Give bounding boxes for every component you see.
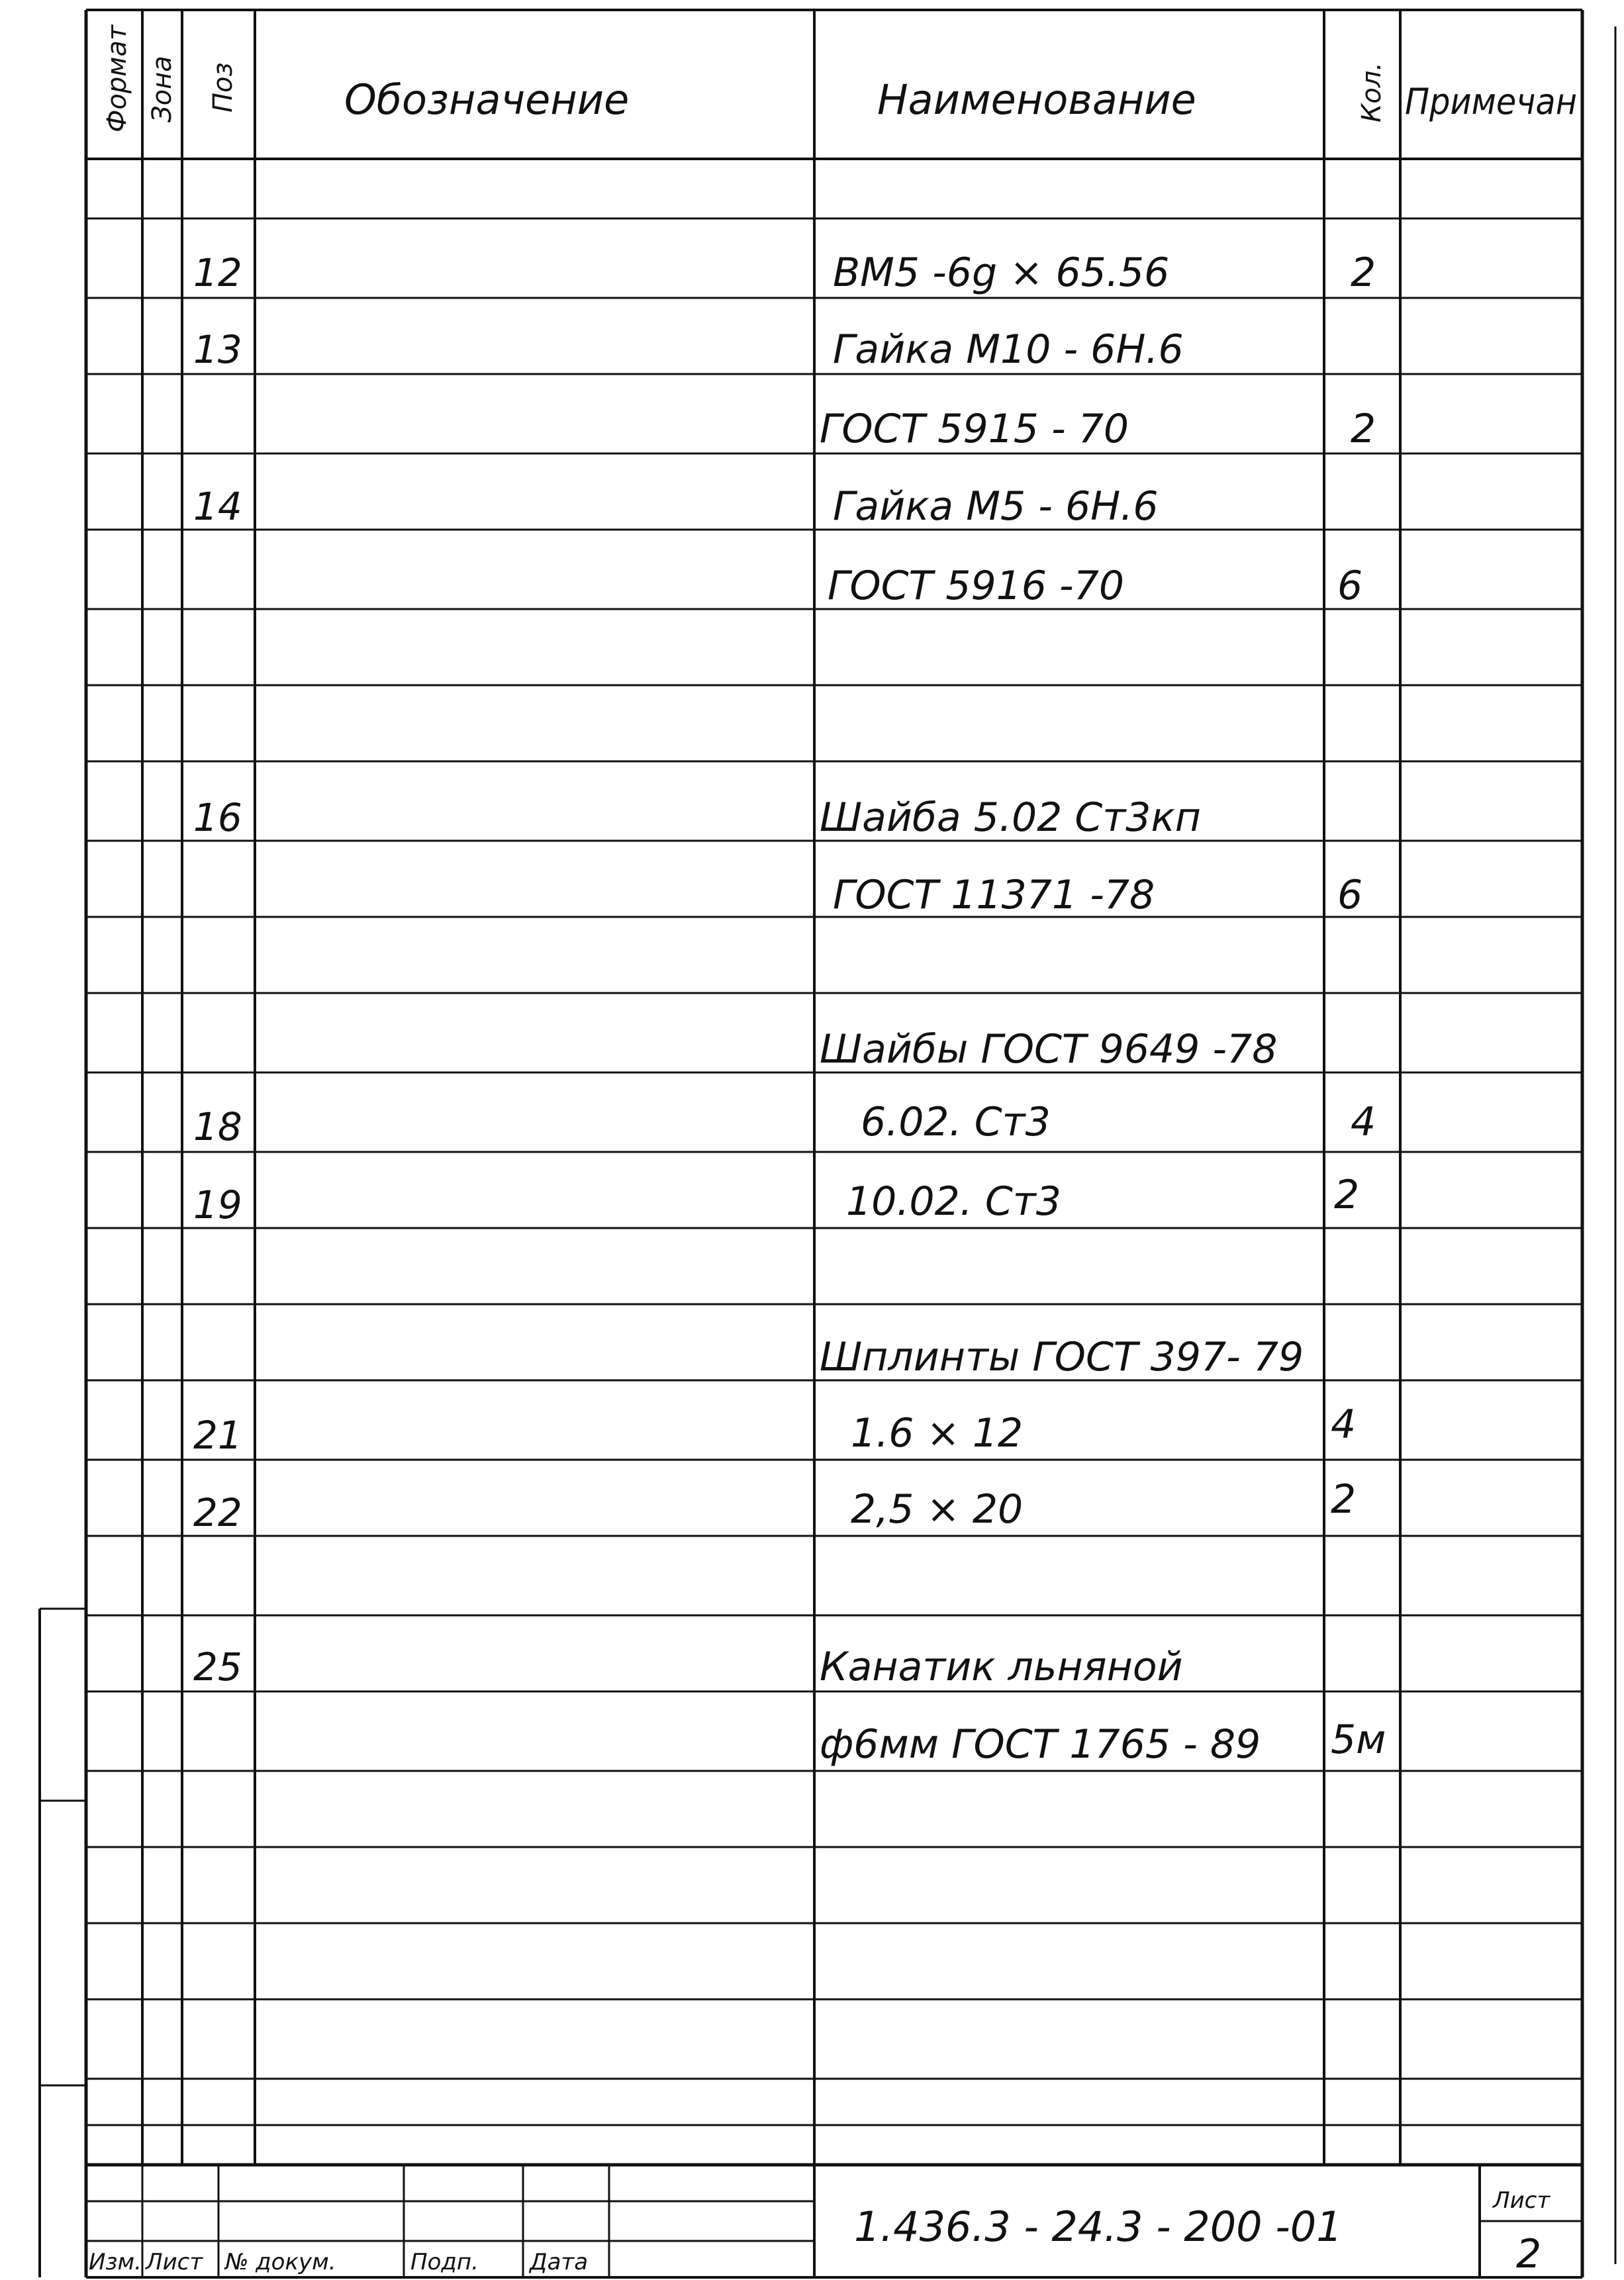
row-qty: 2 xyxy=(1334,1172,1360,1218)
tb-date-label: Дата xyxy=(530,2249,589,2275)
table-row xyxy=(193,1099,1376,1149)
row-qty: 5м xyxy=(1331,1717,1386,1763)
table-row xyxy=(820,1717,1386,1768)
row-name: Шайбы ГОСТ 9649 -78 xyxy=(820,1026,1278,1072)
row-name: ГОСТ 11371 -78 xyxy=(833,872,1155,918)
table-row xyxy=(820,406,1376,452)
row-name: ГОСТ 5916 -70 xyxy=(828,563,1125,609)
row-pos: 25 xyxy=(193,1644,242,1689)
row-name: 1.6 × 12 xyxy=(851,1410,1024,1456)
row-name: Шайба 5.02 Ст3кп xyxy=(820,794,1201,841)
header-note: Примечан xyxy=(1405,81,1577,122)
tb-doc-no-label: № докум. xyxy=(225,2249,336,2275)
row-name: Гайка М5 - 6Н.6 xyxy=(833,483,1159,530)
table-row xyxy=(193,1401,1356,1458)
header-name: Наименование xyxy=(877,75,1196,124)
table-row xyxy=(833,872,1362,918)
header xyxy=(102,24,1577,132)
row-qty: 4 xyxy=(1331,1401,1357,1448)
row-pos: 14 xyxy=(193,484,242,529)
row-pos: 12 xyxy=(193,250,242,295)
row-pos: 21 xyxy=(193,1413,242,1458)
tb-sheet-number: 2 xyxy=(1516,2231,1542,2277)
row-pos: 13 xyxy=(193,327,242,372)
tb-izm-label: Изм. xyxy=(89,2249,142,2275)
row-name: 10.02. Ст3 xyxy=(846,1178,1061,1225)
row-qty: 2 xyxy=(1331,1476,1357,1523)
row-qty: 2 xyxy=(1351,250,1376,296)
tb-list-label: Лист xyxy=(146,2249,203,2275)
spec-rows xyxy=(193,250,1386,1768)
row-qty: 6 xyxy=(1337,872,1363,918)
tb-sign-label: Подп. xyxy=(410,2249,479,2275)
table-row xyxy=(193,794,1201,841)
header-zone: Зона xyxy=(147,56,177,122)
header-designation: Обозначение xyxy=(344,75,630,124)
row-pos: 16 xyxy=(193,795,242,840)
table-row xyxy=(193,1172,1359,1227)
table-row xyxy=(193,1644,1183,1690)
table-row xyxy=(193,250,1376,296)
tb-sheet-label: Лист xyxy=(1493,2187,1551,2214)
row-pos: 22 xyxy=(193,1490,242,1535)
header-pos: Поз xyxy=(208,62,238,113)
doc-code: 1.436.3 - 24.3 - 200 -01 xyxy=(854,2203,1343,2251)
row-name: ф6мм ГОСТ 1765 - 89 xyxy=(820,1721,1261,1768)
row-pos: 18 xyxy=(193,1104,242,1149)
row-name: Канатик льняной xyxy=(820,1644,1183,1690)
row-name: Шплинты ГОСТ 397- 79 xyxy=(820,1334,1304,1380)
table-row xyxy=(820,1334,1304,1380)
row-qty: 4 xyxy=(1351,1099,1376,1145)
header-format: Формат xyxy=(102,24,132,132)
row-name: Гайка М10 - 6Н.6 xyxy=(833,326,1184,373)
row-pos: 19 xyxy=(193,1182,242,1227)
table-row xyxy=(820,1026,1277,1072)
table-row xyxy=(193,1476,1356,1535)
table-row xyxy=(828,563,1362,609)
table-grid xyxy=(40,10,1615,2277)
row-name: 2,5 × 20 xyxy=(851,1486,1024,1533)
row-name: 6.02. Ст3 xyxy=(861,1099,1051,1145)
row-qty: 6 xyxy=(1337,563,1363,609)
row-name: ВМ5 -6g × 65.56 xyxy=(833,250,1170,296)
table-row xyxy=(193,326,1184,373)
row-name: ГОСТ 5915 - 70 xyxy=(820,406,1129,452)
row-qty: 2 xyxy=(1351,406,1376,452)
header-qty: Кол. xyxy=(1357,62,1387,122)
table-row xyxy=(193,483,1159,530)
